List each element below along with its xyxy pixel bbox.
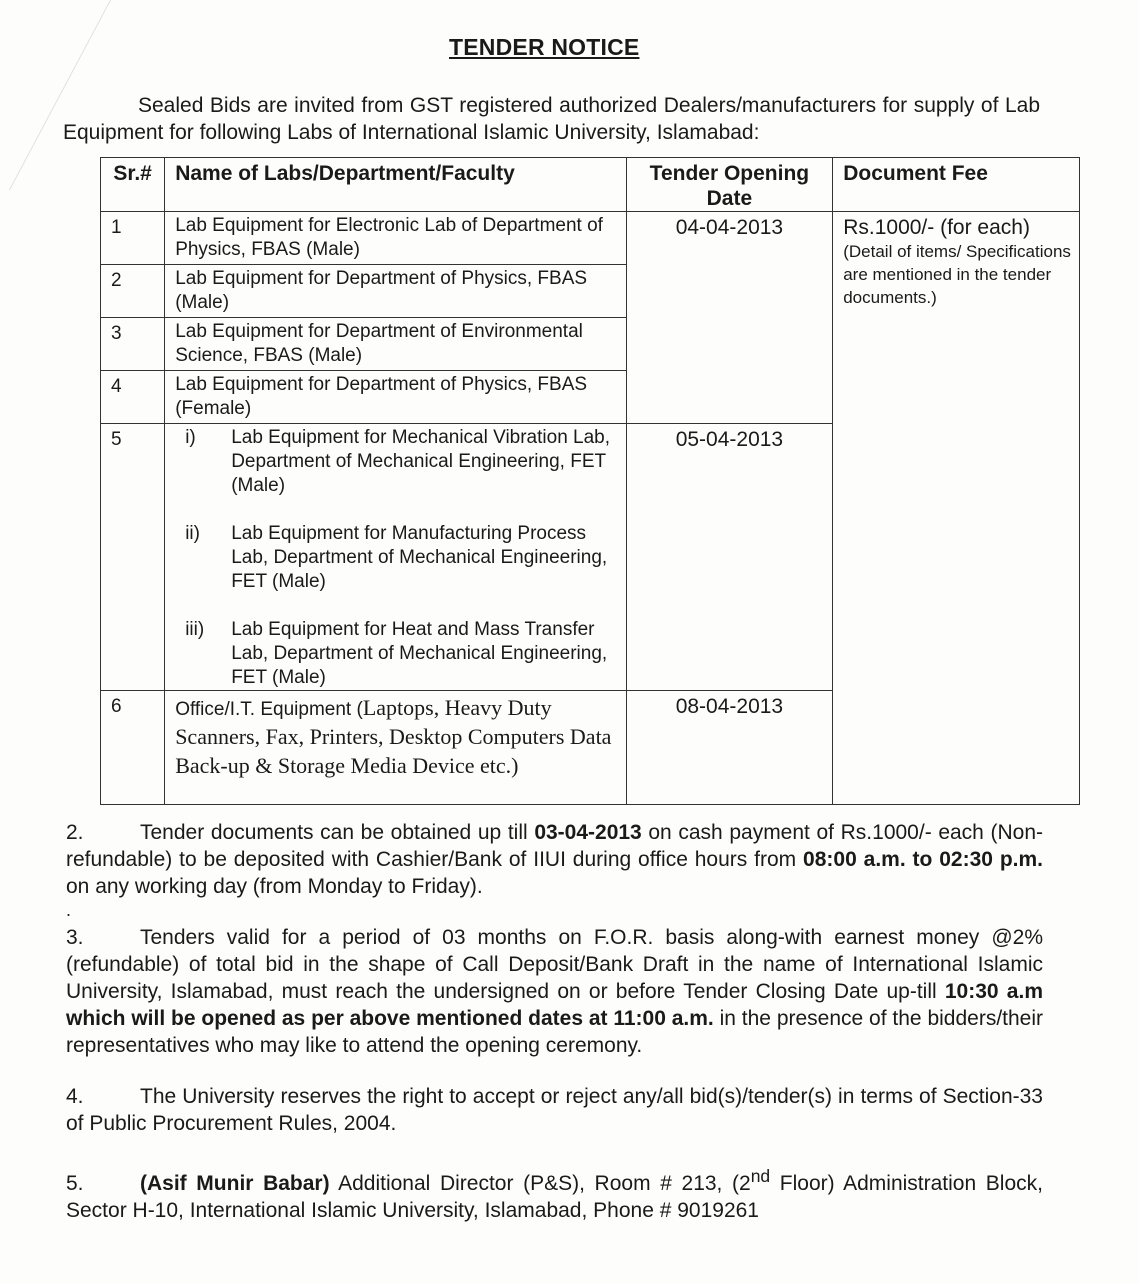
- sub-item-text: Lab Equipment for Mechanical Vibration Lab, Department of Mechanical Engineering, FET (Male): [231, 427, 611, 496]
- row-name: Lab Equipment for Department of Physics, FBAS (Female): [165, 371, 626, 424]
- row-name: Lab Equipment for Electronic Lab of Department of Physics, FBAS (Male): [165, 212, 626, 265]
- paragraph-text: in the presence of the bidders/their representatives who may like to attend the opening ceremony.: [66, 1007, 1044, 1057]
- sub-item: [185, 522, 619, 594]
- row-name-part: Office/I.T. Equipment (: [175, 699, 363, 720]
- row-name: [165, 424, 626, 691]
- superscript: nd: [750, 1166, 771, 1186]
- opening-date-cell: 04-04-2013: [626, 212, 833, 424]
- document-fee-cell: [833, 212, 1080, 805]
- paragraph-bold: 03-04-2013: [534, 821, 642, 844]
- sub-item: [185, 426, 619, 498]
- sub-item-number: i): [185, 427, 196, 448]
- fee-note: (Detail of items/ Specifications are mentioned in the tender documents.): [843, 242, 1071, 307]
- paragraph-text: Tender documents can be obtained up till: [140, 821, 535, 844]
- row-sr: 3: [101, 318, 165, 371]
- row-name: Lab Equipment for Department of Physics, FBAS (Male): [165, 265, 626, 318]
- row-sr: 5: [101, 424, 165, 691]
- paragraph-bold: 10:30 a.m which will be opened as per above mentioned dates at 11:00 a.m.: [66, 980, 1043, 1030]
- stray-dot: .: [66, 900, 72, 920]
- paragraph-number: 3.: [66, 926, 84, 949]
- paragraph-2: [66, 819, 1043, 900]
- paragraph-text: Additional Director (P&S), Room # 213, (2: [329, 1172, 751, 1195]
- opening-date-cell: 08-04-2013: [626, 691, 833, 805]
- sub-item-number: iii): [185, 619, 205, 640]
- signatory-name: (Asif Munir Babar): [140, 1172, 330, 1195]
- row-sr: 1: [101, 212, 165, 265]
- opening-date-cell: 05-04-2013: [626, 424, 833, 691]
- sub-item-number: ii): [185, 523, 200, 544]
- paragraph-number: 2.: [66, 821, 84, 844]
- paragraph-number: 5.: [66, 1172, 84, 1195]
- table-header-row: [101, 158, 1080, 212]
- sub-item-text: Lab Equipment for Manufacturing Process Lab, Department of Mechanical Engineering, FET (Male): [231, 523, 608, 592]
- header-sr: Sr.#: [101, 158, 165, 212]
- paragraph-3: [66, 924, 1043, 1059]
- row-name: Lab Equipment for Department of Environmental Science, FBAS (Male): [165, 318, 626, 371]
- header-fee: Document Fee: [833, 158, 1080, 212]
- table-row: [101, 212, 1080, 265]
- fee-amount: Rs.1000/- (for each): [843, 216, 1030, 239]
- sub-item: [185, 618, 619, 690]
- sub-item-text: Lab Equipment for Heat and Mass Transfer Lab, Department of Mechanical Engineering, FET (Male): [231, 619, 608, 688]
- header-name: Name of Labs/Department/Faculty: [165, 158, 626, 212]
- row-sr: 4: [101, 371, 165, 424]
- paragraph-bold: 08:00 a.m. to 02:30 p.m.: [803, 848, 1043, 871]
- row-sr: 6: [101, 691, 165, 805]
- paragraph-number: 4.: [66, 1085, 84, 1108]
- paragraph-text: on any working day (from Monday to Friday).: [66, 875, 483, 898]
- paragraph-text: on cash payment of Rs.1000/- each (Non-refundable) to be deposited with Cashier/Bank of IIUI during office hours from: [66, 821, 1043, 871]
- header-date: Tender Opening Date: [626, 158, 833, 212]
- tender-table: [100, 157, 1080, 805]
- paragraph-text: The University reserves the right to accept or reject any/all bid(s)/tender(s) in terms of Section-33 of Public Procurement Rules, 2004.: [66, 1085, 1043, 1135]
- page-title: TENDER NOTICE: [449, 34, 640, 60]
- paragraph-5: [66, 1163, 1043, 1224]
- paragraph-4: [66, 1083, 1043, 1137]
- paragraph-text: Floor) Administration Block, Sector H-10, International Islamic University, Islamabad, Phone # 9019261: [66, 1172, 1043, 1222]
- row-name: [165, 691, 626, 805]
- intro-paragraph: Sealed Bids are invited from GST registered authorized Dealers/manufacturers for supply of Lab Equipment for following Labs of International Islamic University, Islamabad:: [63, 94, 1040, 144]
- row-sr: 2: [101, 265, 165, 318]
- paragraph-text: Tenders valid for a period of 03 months on F.O.R. basis along-with earnest money @2% (refundable) of total bid in the shape of Call Deposit/Bank Draft in the name of International Islamic University, Islamabad, must reach the undersigned on or before Tender Closing Date up-till: [66, 926, 1043, 1003]
- row-name-continued: Scanners, Fax, Printers, Desktop Computers Data Back-up & Storage Media Device etc.): [175, 724, 612, 778]
- row-name-part: Laptops, Heavy Duty: [362, 695, 552, 720]
